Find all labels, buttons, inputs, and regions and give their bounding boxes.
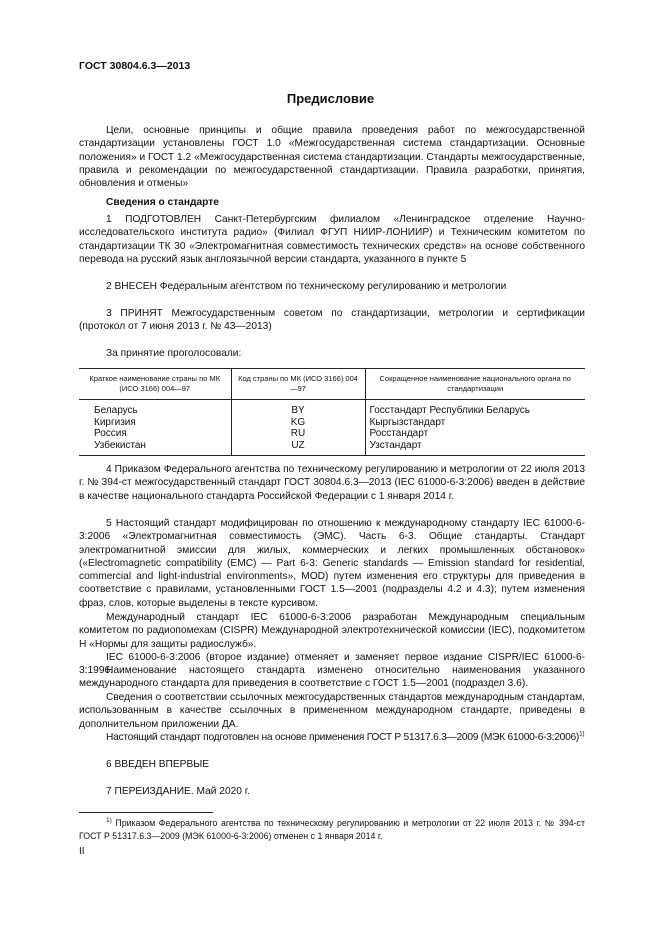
table-row <box>79 400 585 417</box>
footnote-mark: 1) <box>106 817 112 825</box>
body-cell: Узстандарт <box>365 440 585 456</box>
paragraph-6: 6 ВВЕДЕН ВПЕРВЫЕ <box>106 759 210 770</box>
footnote <box>79 817 585 842</box>
country-cell: Узбекистан <box>79 440 231 456</box>
body-cell: Госстандарт Республики Беларусь <box>365 400 585 417</box>
header-body: Сокращенное наименование национального органа по стандартизации <box>365 369 585 400</box>
about-heading: Сведения о стандарте <box>106 197 219 208</box>
header-code: Код страны по МК (ИСО 3166) 004—97 <box>231 369 365 400</box>
paragraph-4: 4 Приказом Федерального агентства по техническому регулированию и метрологии от 22 июля 2013 г. № 394-ст межгосударственный стандарт ГОСТ 30804.6.3—2013 (IEC 61000-6-3:2006) введен в действие в качестве национального стандарта Российской Федерации с 1 января 2014 г. <box>79 464 585 502</box>
country-cell: Беларусь <box>94 405 138 416</box>
body-cell: Кыргызстандарт <box>365 417 585 429</box>
paragraph-1: 1 ПОДГОТОВЛЕН Санкт-Петербургским филиалом «Ленинградское отделение Научно-исследовательского института радио» (Филиал ФГУП НИИР-ЛОНИИР) и Техническим комитетом по стандартизации ТК 30 «Электромагнитная совместимость технических средств» на основе собственного перевода на русский язык англоязычной версии стандарта, указанного в пункте 5 <box>79 214 585 265</box>
footnote-divider <box>79 812 213 813</box>
code-cell: BY <box>231 400 365 417</box>
page-title: Предисловие <box>286 91 375 106</box>
code-cell: KG <box>231 417 365 429</box>
paragraph-5e <box>79 731 585 744</box>
paragraph-7: 7 ПЕРЕИЗДАНИЕ. Май 2020 г. <box>106 786 251 797</box>
country-cell: Киргизия <box>94 416 136 428</box>
paragraph-5e-text: Настоящий стандарт подготовлен на основе применения ГОСТ Р 51317.6.3—2009 (МЭК 61000-6-3:2006) <box>106 732 580 743</box>
footnote-text: Приказом Федерального агентства по техническому регулированию и метрологии от 22 июля 2013 г. № 394-ст ГОСТ Р 51317.6.3—2009 (МЭК 61000-6-3:2006) отменен с 1 января 2014 г. <box>79 818 585 841</box>
vote-intro: За принятие проголосовали: <box>106 348 242 359</box>
code-cell: RU <box>231 428 365 440</box>
voting-table <box>79 368 585 456</box>
page-number: II <box>79 846 85 857</box>
paragraph-3: 3 ПРИНЯТ Межгосударственным советом по стандартизации, метрологии и сертификации (протокол от 7 июня 2013 г. № 43—2013) <box>79 308 585 333</box>
document-id: ГОСТ 30804.6.3—2013 <box>79 60 191 72</box>
table-header-row <box>79 369 585 400</box>
header-country: Краткое наименование страны по МК (ИСО 3166) 004—97 <box>79 369 231 400</box>
code-cell: UZ <box>231 440 365 456</box>
table-row <box>79 417 585 429</box>
paragraph-5: 5 Настоящий стандарт модифицирован по отношению к международному стандарту IEC 61000-6-3:2006 «Электромагнитная совместимость (ЭМС). Часть 6-3. Общие стандарты. Стандарт электромагнитной эмиссии для жилых, коммерческих и легких промышленных обстановок» («Electromagnetic compatibility (EMC) — Part 6-3: Generic standards — Emission standard for residential, commercial and light-industrial environments», MOD) путем изменения его структуры для приведения в соответствие с правилами, установленными ГОСТ 1.5—2001 (подразделы 4.2 и 4.3); путем изменения фраз, слов, которые выделены в тексте курсивом. <box>79 518 585 609</box>
intro-paragraph: Цели, основные принципы и общие правила проведения работ по межгосударственной стандартизации установлены ГОСТ 1.0 «Межгосударственная система стандартизации. Основные положения» и ГОСТ 1.2 «Межгосударственная система стандартизации. Стандарты межгосударственные, правила и рекомендации по межгосударственной стандартизации. Правила разработки, принятия, обновления и отмены» <box>79 125 585 190</box>
footnote-ref: 1) <box>579 730 585 738</box>
paragraph-5b: IEC 61000-6-3:2006 (второе издание) отменяет и заменяет первое издание CISPR/IEC 61000-6-3:1996. <box>79 652 585 677</box>
paragraph-5c: Наименование настоящего стандарта изменено относительно наименования указанного международного стандарта для приведения в соответствие с ГОСТ 1.5—2001 (подраздел 3.6). <box>79 665 585 690</box>
country-cell: Россия <box>94 428 127 439</box>
table-row <box>79 428 585 440</box>
paragraph-5d: Сведения о соответствии ссылочных межгосударственных стандартов международным стандартам, использованным в качестве ссылочных в примененном международном стандарте, приведены в дополнительном приложении ДА. <box>79 692 585 730</box>
body-cell: Росстандарт <box>365 428 585 440</box>
table-row <box>79 440 585 456</box>
paragraph-2: 2 ВНЕСЕН Федеральным агентством по техническому регулированию и метрологии <box>106 281 507 292</box>
paragraph-5a: Международный стандарт IEC 61000-6-3:2006 разработан Международным специальным комитетом по радиопомехам (CISPR) Международной электротехнической комиссии (IEC), подкомитетом Н «Нормы для защиты радиослужб». <box>79 612 585 650</box>
